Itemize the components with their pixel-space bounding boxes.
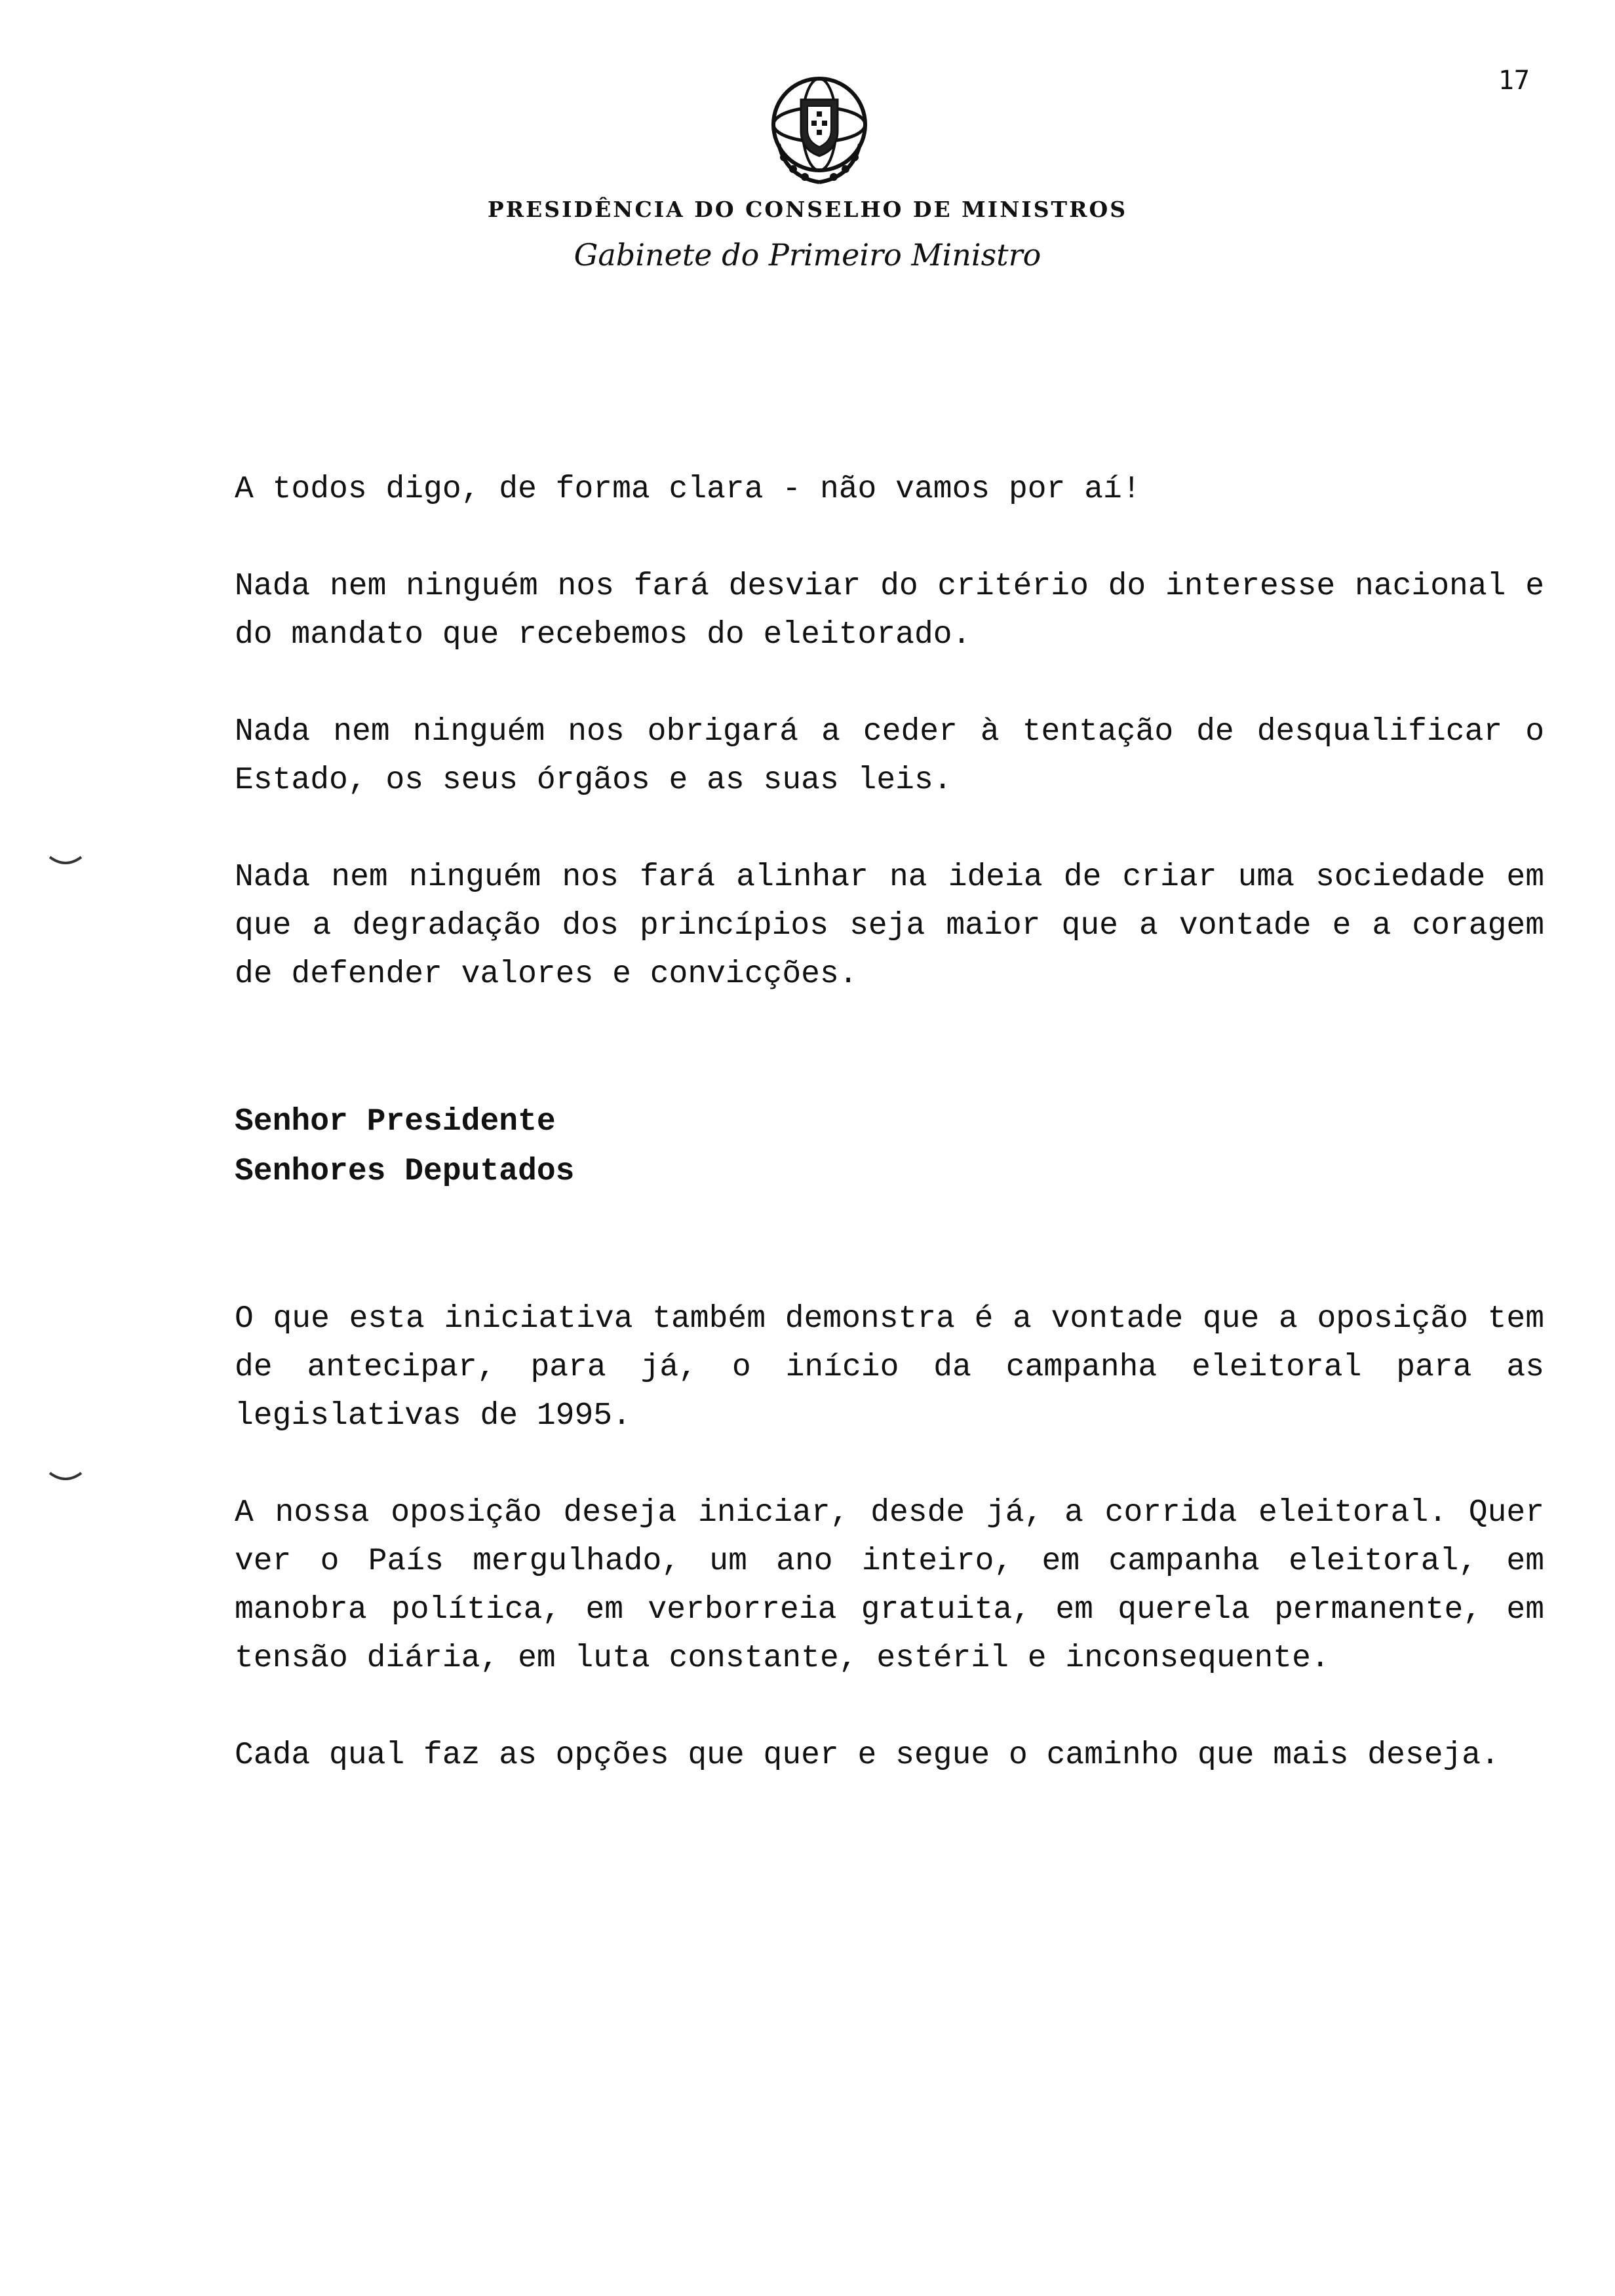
paragraph: A todos digo, de forma clara - não vamos por aí! [235, 472, 1141, 507]
greeting-line: Senhores Deputados [235, 1154, 575, 1189]
paragraph: A nossa oposição deseja iniciar, desde já, a corrida eleitoral. Quer ver o País mergulhado, um ano inteiro, em campanha eleitoral, em manobra política, em verborreia gratuita, em querela permanente, em tensão diária, em luta constante, estéril e inconsequente. [235, 1495, 1544, 1676]
paragraph: Nada nem ninguém nos obrigará a ceder à tentação de desqualificar o Estado, os seus órgãos e as suas leis. [235, 714, 1544, 798]
header-subtitle: Gabinete do Primeiro Ministro [574, 237, 1041, 273]
paragraph: Cada qual faz as opções que quer e segue o caminho que mais deseja. [235, 1738, 1500, 1773]
header-title: PRESIDÊNCIA DO CONSELHO DE MINISTROS [487, 197, 1128, 222]
page-number: 17 [1498, 66, 1530, 96]
body-text [235, 465, 1544, 1828]
scan-mark-icon [46, 1468, 85, 1487]
greeting [235, 1097, 1544, 1196]
paragraph: Nada nem ninguém nos fará desviar do critério do interesse nacional e do mandato que recebemos do eleitorado. [235, 569, 1544, 653]
paragraph: O que esta iniciativa também demonstra é a vontade que a oposição tem de antecipar, para já, o início da campanha eleitoral para as legislativas de 1995. [235, 1301, 1544, 1434]
greeting-line: Senhor Presidente [235, 1104, 556, 1139]
coat-of-arms-icon [760, 66, 878, 190]
paragraph: Nada nem ninguém nos fará alinhar na ideia de criar uma sociedade em que a degradação dos princípios seja maior que a vontade e a coragem de defender valores e convicções. [235, 860, 1544, 992]
scan-mark-icon [46, 852, 85, 871]
